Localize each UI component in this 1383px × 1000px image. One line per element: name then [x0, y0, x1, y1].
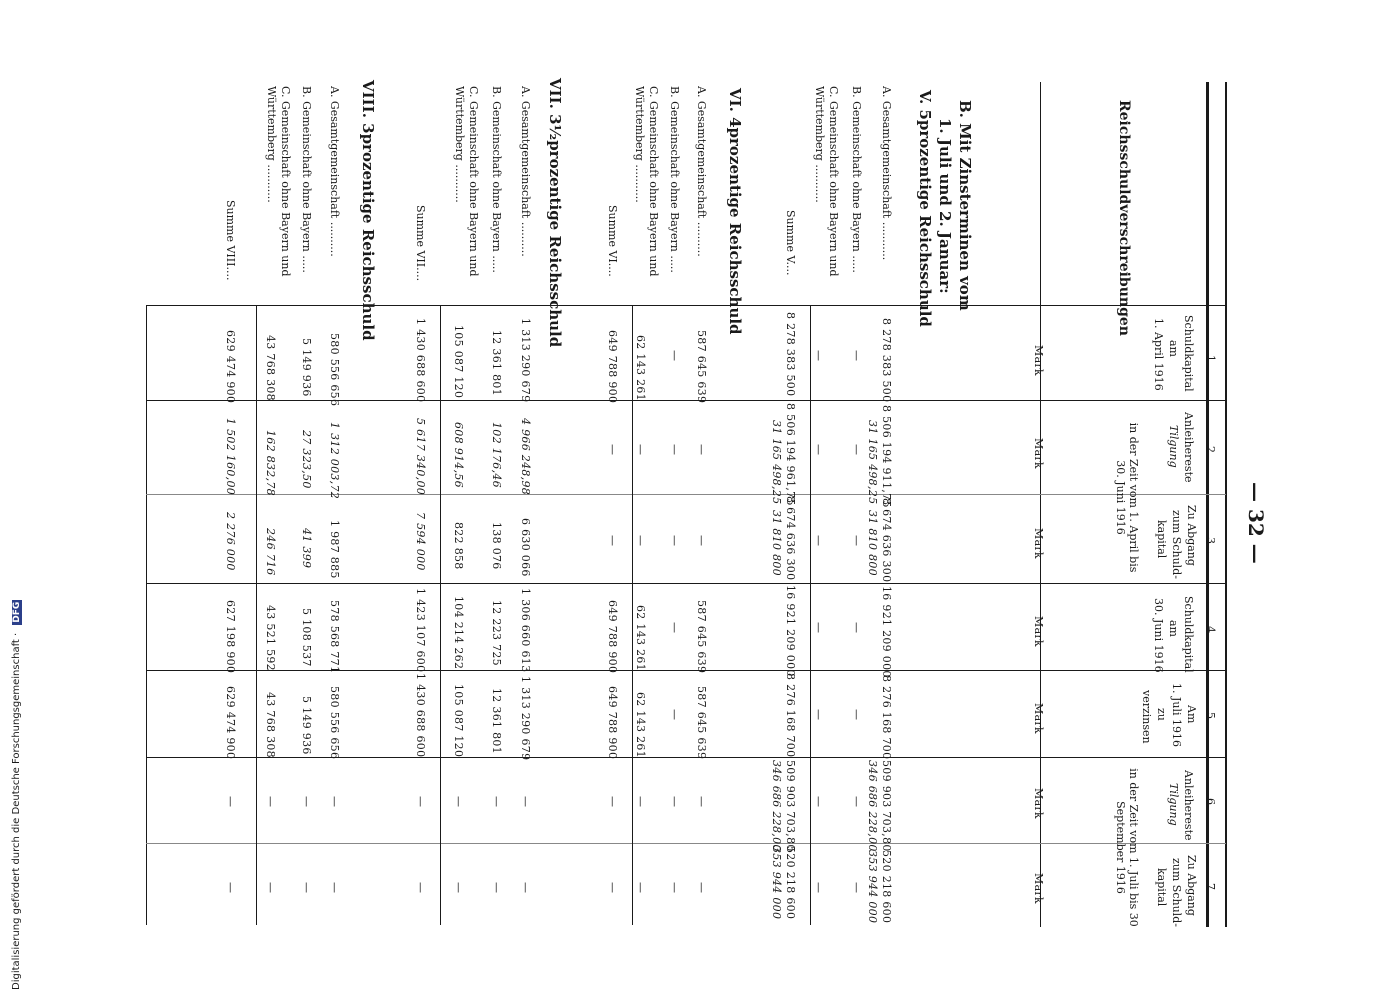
sum-vi-c5: 649 788 900 [606, 686, 619, 760]
row-v-a-c3b: 31 810 800 [866, 510, 879, 576]
sum-vi-c4: 649 788 900 [606, 600, 619, 674]
col-number-6: 6 [1204, 798, 1217, 806]
row-v-c-label: C. Gemeinschaft ohne Bayern und Württemberg ........... [813, 86, 840, 277]
row-vii-a-c1: 1 313 290 679 [519, 318, 532, 403]
row-viii-b-c1: 5 149 936 [300, 338, 313, 397]
sum-v-c2b: 31 165 498,25 [770, 420, 783, 505]
row-viii-b-c5: 5 149 936 [300, 696, 313, 755]
row-v-a-c7: 520 218 600 [880, 850, 893, 924]
row-vii-b-c6: — [490, 796, 503, 808]
sum-vii-c6: — [414, 796, 427, 808]
row-vii-a-c4: 1 306 660 613 [519, 588, 532, 673]
row-vi-a-c3: — [695, 535, 708, 547]
header-c5-line3: zu [1155, 708, 1168, 721]
header-c3-line2: zum Schuld- [1170, 510, 1183, 579]
sum-vi-c6: — [606, 796, 619, 808]
sum-v-c3b: 31 810 800 [770, 510, 783, 576]
row-vi-c-c2: — [634, 444, 647, 456]
row-vii-b-label: B. Gemeinschaft ohne Bayern ..... [490, 86, 503, 273]
row-viii-a-c1: 580 556 656 [328, 333, 341, 407]
unit-c2: Mark [1032, 438, 1045, 469]
header-c7-line1: Zu Abgang [1185, 855, 1198, 916]
sum-viii-c6: — [224, 796, 237, 808]
row-vii-b-c7: — [490, 882, 503, 894]
header-c4-line1: Schuldkapital [1182, 596, 1195, 673]
sum-v-c7b: 353 944 000 [770, 846, 783, 920]
header-c6-line1: Anleihereste [1182, 770, 1195, 841]
unit-c7: Mark [1032, 873, 1045, 904]
row-vi-a-c4: 587 645 639 [695, 600, 708, 674]
header-c2-line1: Anleihereste [1182, 412, 1195, 483]
row-vi-c-c7: — [634, 882, 647, 894]
row-vii-c-c4: 104 214 262 [452, 596, 465, 670]
sum-viii-c3: 2 276 000 [224, 512, 237, 571]
row-v-b-c7: — [850, 882, 863, 894]
row-v-c-c6: — [812, 796, 825, 808]
col-number-7: 7 [1204, 883, 1217, 891]
sum-vi-c2: — [606, 444, 619, 456]
sum-v-c7: 520 218 600 [784, 846, 797, 920]
sum-v-c5: 8 276 168 700 [784, 673, 797, 758]
row-v-b-label: B. Gemeinschaft ohne Bayern ..... [850, 86, 863, 273]
row-vi-b-c6: — [668, 796, 681, 808]
row-v-c-c5: — [812, 709, 825, 721]
col-number-1: 1 [1204, 355, 1217, 363]
row-vii-c-label: C. Gemeinschaft ohne Bayern und Württemberg ........... [453, 86, 480, 277]
row-v-a-c2: 8 506 194 911,75 [880, 405, 893, 508]
row-vi-c-c6: — [634, 796, 647, 808]
row-viii-a-c6: — [328, 796, 341, 808]
row-vii-b-c1: 12 361 801 [490, 330, 503, 396]
row-viii-c-c5: 43 768 308 [264, 692, 277, 758]
unit-c4: Mark [1032, 616, 1045, 647]
sum-vi-label: Summe VI.... [606, 205, 619, 277]
page-number: — 32 — [1244, 482, 1268, 564]
sum-vii-c2: 5 617 340,00 [414, 418, 427, 496]
sum-rule-v [810, 305, 811, 925]
row-viii-a-c4: 578 568 771 [328, 600, 341, 674]
row-vii-c-c6: — [452, 796, 465, 808]
row-vi-b-c4: — [668, 622, 681, 634]
row-viii-c-c4: 43 521 592 [264, 605, 277, 671]
row-v-a-c6b: 346 686 228,00 [866, 760, 879, 852]
header-c67-period: in der Zeit vom 1. Juli bis 30 September 1916 [1114, 768, 1140, 927]
header-c5-line1: Am [1185, 705, 1198, 724]
header-c1-line2: am [1167, 340, 1180, 357]
row-vii-b-c5: 12 361 801 [490, 688, 503, 754]
header-c1-line3: 1. April 1916 [1152, 318, 1165, 391]
row-v-b-c4: — [850, 622, 863, 634]
row-v-a-c7b: 353 944 000 [866, 850, 879, 924]
row-viii-a-c3: 1 987 885 [328, 520, 341, 579]
row-v-b-c2: — [850, 444, 863, 456]
row-vi-a-label: A. Gesamtgemeinschaft .......... [695, 86, 708, 257]
header-c4-line2: am [1167, 620, 1180, 637]
section-vii-title: VII. 3½prozentige Reichsschuld [546, 78, 564, 348]
unit-c1: Mark [1032, 345, 1045, 376]
row-v-c-c1: — [812, 350, 825, 362]
row-viii-c-c1: 43 768 308 [264, 335, 277, 401]
header-c23-period: in der Zeit vom 1. April bis 30. Juni 1916 [1114, 422, 1140, 573]
sum-v-c6: 509 903 703,80 [784, 760, 797, 852]
group-b-title-2: 1. Juli und 2. Januar: [936, 118, 954, 294]
row-vii-b-c4: 12 223 725 [490, 600, 503, 666]
row-vii-c-c3: 822 858 [452, 522, 465, 570]
row-v-b-c3: — [850, 535, 863, 547]
sum-viii-c1: 629 474 900 [224, 330, 237, 404]
sum-v-c4: 16 921 209 000 [784, 585, 797, 677]
row-v-a-label: A. Gesamtgemeinschaft ........... [880, 86, 893, 261]
row-vii-c-c7: — [452, 882, 465, 894]
row-viii-b-label: B. Gemeinschaft ohne Bayern ..... [300, 86, 313, 273]
section-vi-title: VI. 4prozentige Reichsschuld [726, 88, 744, 335]
sum-v-label: Summe V.... [784, 210, 797, 276]
row-viii-c-c7: — [264, 882, 277, 894]
row-viii-a-c2: 1 312 003,72 [328, 422, 341, 500]
col-sep-6 [146, 843, 1226, 844]
row-vi-b-c7: — [668, 882, 681, 894]
sum-vii-c5: 1 430 688 600 [414, 673, 427, 758]
row-vi-a-c5: 587 645 639 [695, 686, 708, 760]
row-vi-b-c1: — [668, 350, 681, 362]
sum-vi-c7: — [606, 882, 619, 894]
row-v-c-c3: — [812, 535, 825, 547]
row-vi-c-c1: 62 143 261 [634, 335, 647, 401]
sum-rule-viii [256, 305, 257, 925]
group-b-title-1: B. Mit Zinsterminen vom [956, 100, 974, 311]
row-viii-b-c6: — [300, 796, 313, 808]
row-v-b-c6: — [850, 796, 863, 808]
row-vii-a-c6: — [519, 796, 532, 808]
row-vi-c-label: C. Gemeinschaft ohne Bayern und Württemberg ........... [633, 86, 660, 277]
section-viii-title: VIII. 3prozentige Reichsschuld [359, 80, 377, 341]
row-v-b-c5: — [850, 709, 863, 721]
row-viii-a-label: A. Gesamtgemeinschaft .......... [328, 86, 341, 257]
row-v-c-c2: — [812, 444, 825, 456]
row-vii-c-c5: 105 087 120 [452, 684, 465, 758]
row-viii-b-c7: — [300, 882, 313, 894]
row-v-a-c4: 16 921 209 000 [880, 586, 893, 678]
header-c5-line4: verzinsen [1140, 690, 1153, 744]
row-viii-b-c3: 41 399 [300, 528, 313, 569]
row-viii-c-label: C. Gemeinschaft ohne Bayern und Württemberg ........... [265, 86, 292, 277]
col-sep-0 [146, 305, 1226, 306]
col-number-3: 3 [1204, 537, 1217, 545]
row-viii-a-c5: 580 556 656 [328, 686, 341, 760]
sum-v-c2: 8 506 194 961,75 [784, 403, 797, 506]
sum-vii-c3: 7 594 000 [414, 512, 427, 571]
sum-v-c6b: 346 686 228,00 [770, 760, 783, 852]
row-vii-a-label: A. Gesamtgemeinschaft .......... [519, 86, 532, 257]
sum-vii-c4: 1 423 107 600 [414, 588, 427, 673]
row-viii-b-c2: 27 323,50 [300, 430, 313, 489]
header-c1-line1: Schuldkapital [1182, 315, 1195, 392]
sum-viii-c4: 627 198 900 [224, 600, 237, 674]
row-vi-b-c5: — [668, 709, 681, 721]
row-vi-a-c6: — [695, 796, 708, 808]
col-sep-2 [146, 494, 1226, 495]
header-c7-line3: kapital [1155, 868, 1168, 907]
header-c6-line2: Tilgung [1167, 783, 1180, 826]
row-vii-c-c2: 608 914,56 [452, 422, 465, 488]
row-v-c-c7: — [812, 882, 825, 894]
row-vii-a-c2: 4 966 248,98 [519, 418, 532, 496]
row-vi-c-c5: 62 143 261 [634, 692, 647, 758]
sum-vi-c1: 649 788 900 [606, 330, 619, 404]
sum-vii-label: Summe VII.... [414, 205, 427, 282]
col-sep-3 [146, 583, 1226, 584]
row-v-c-c4: — [812, 622, 825, 634]
dfg-logo: DFG [12, 601, 22, 623]
header-c3-line3: kapital [1155, 520, 1168, 559]
row-viii-c-c2: 162 832,78 [264, 430, 277, 496]
first-column-header: Reichsschuldverschreibungen [1116, 100, 1132, 336]
sum-vii-c7: — [414, 882, 427, 894]
sum-viii-c7: — [224, 882, 237, 894]
row-v-a-c3: 8 674 636 300 [880, 498, 893, 583]
row-vii-b-c3: 138 076 [490, 522, 503, 570]
row-viii-c-c3: 246 716 [264, 528, 277, 576]
row-vii-c-c1: 105 087 120 [452, 325, 465, 399]
sum-viii-c5: 629 474 900 [224, 686, 237, 760]
row-viii-b-c4: 5 108 537 [300, 608, 313, 667]
col-sep-4 [146, 670, 1226, 671]
header-c5-line2: 1. Juli 1916 [1170, 683, 1183, 748]
header-c2-line2: Tilgung [1167, 425, 1180, 468]
sum-vii-c1: 1 430 688 600 [414, 318, 427, 403]
row-vi-a-c1: 587 645 639 [695, 330, 708, 404]
row-v-a-c2b: 31 165 498,25 [866, 420, 879, 505]
col-sep-5 [146, 757, 1226, 758]
sum-vi-c3: — [606, 535, 619, 547]
sum-v-c1: 8 278 383 500 [784, 312, 797, 397]
unit-c6: Mark [1032, 788, 1045, 819]
col-number-2: 2 [1204, 446, 1217, 454]
row-vi-b-c3: — [668, 535, 681, 547]
col-number-4: 4 [1204, 626, 1217, 634]
row-v-a-c5: 8 276 168 700 [880, 675, 893, 760]
row-v-a-c1: 8 278 383 500 [880, 318, 893, 403]
row-vii-a-c7: — [519, 882, 532, 894]
row-vii-b-c2: 102 176,46 [490, 422, 503, 488]
sum-rule-vii [440, 305, 441, 925]
header-c7-line2: zum Schuld- [1170, 858, 1183, 927]
header-c4-line3: 30. Juni 1916 [1152, 598, 1165, 673]
unit-c5: Mark [1032, 703, 1045, 734]
sum-viii-c2: 1 502 160,00 [224, 418, 237, 496]
row-vi-b-c2: — [668, 444, 681, 456]
row-vi-a-c2: — [695, 444, 708, 456]
row-v-b-c1: — [850, 350, 863, 362]
row-vi-a-c7: — [695, 882, 708, 894]
sum-v-c3: 8 674 636 300 [784, 496, 797, 581]
row-vi-c-c3: — [634, 535, 647, 547]
footer-text: Digitalisierung gefördert durch die Deutsche Forschungsgemeinschaft · [11, 632, 22, 990]
row-viii-a-c7: — [328, 882, 341, 894]
sum-viii-label: Summe VIII.... [224, 200, 237, 281]
table-bottom-rule [146, 305, 147, 925]
row-vi-c-c4: 62 143 261 [634, 605, 647, 671]
row-vii-a-c5: 1 313 290 679 [519, 676, 532, 761]
unit-c3: Mark [1032, 528, 1045, 559]
section-v-title: V. 5prozentige Reichsschuld [916, 90, 934, 327]
table-top-rule-thin [1225, 82, 1227, 927]
row-v-a-c6: 509 903 703,80 [880, 760, 893, 852]
col-number-5: 5 [1204, 712, 1217, 720]
header-c3-line1: Zu Abgang [1185, 505, 1198, 566]
row-vi-b-label: B. Gemeinschaft ohne Bayern ..... [668, 86, 681, 273]
col-sep-1 [146, 400, 1226, 401]
row-viii-c-c6: — [264, 796, 277, 808]
row-vii-a-c3: 6 630 066 [519, 518, 532, 577]
